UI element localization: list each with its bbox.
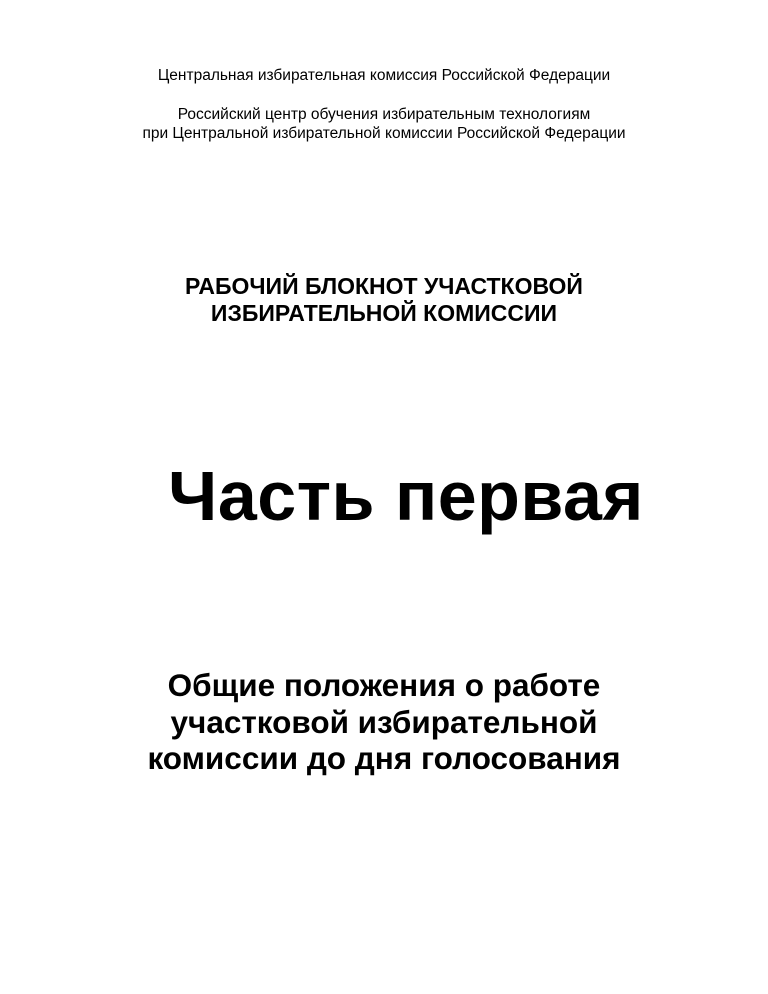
subtitle-line-3: комиссии до дня голосования <box>147 740 621 776</box>
document-title-line-1: РАБОЧИЙ БЛОКНОТ УЧАСТКОВОЙ <box>185 273 583 299</box>
part-heading: Часть первая <box>168 457 644 535</box>
document-title-line-2: ИЗБИРАТЕЛЬНОЙ КОМИССИИ <box>210 300 558 326</box>
organization-name: Центральная избирательная комиссия Российской Федерации <box>157 67 611 84</box>
subtitle-line-2: участковой избирательной <box>170 704 598 740</box>
subtitle-line-1: Общие положения о работе <box>167 667 601 703</box>
training-center-name: Российский центр обучения избирательным технологиям <box>177 106 591 123</box>
training-center-affiliation: при Центральной избирательной комиссии Российской Федерации <box>142 125 626 142</box>
